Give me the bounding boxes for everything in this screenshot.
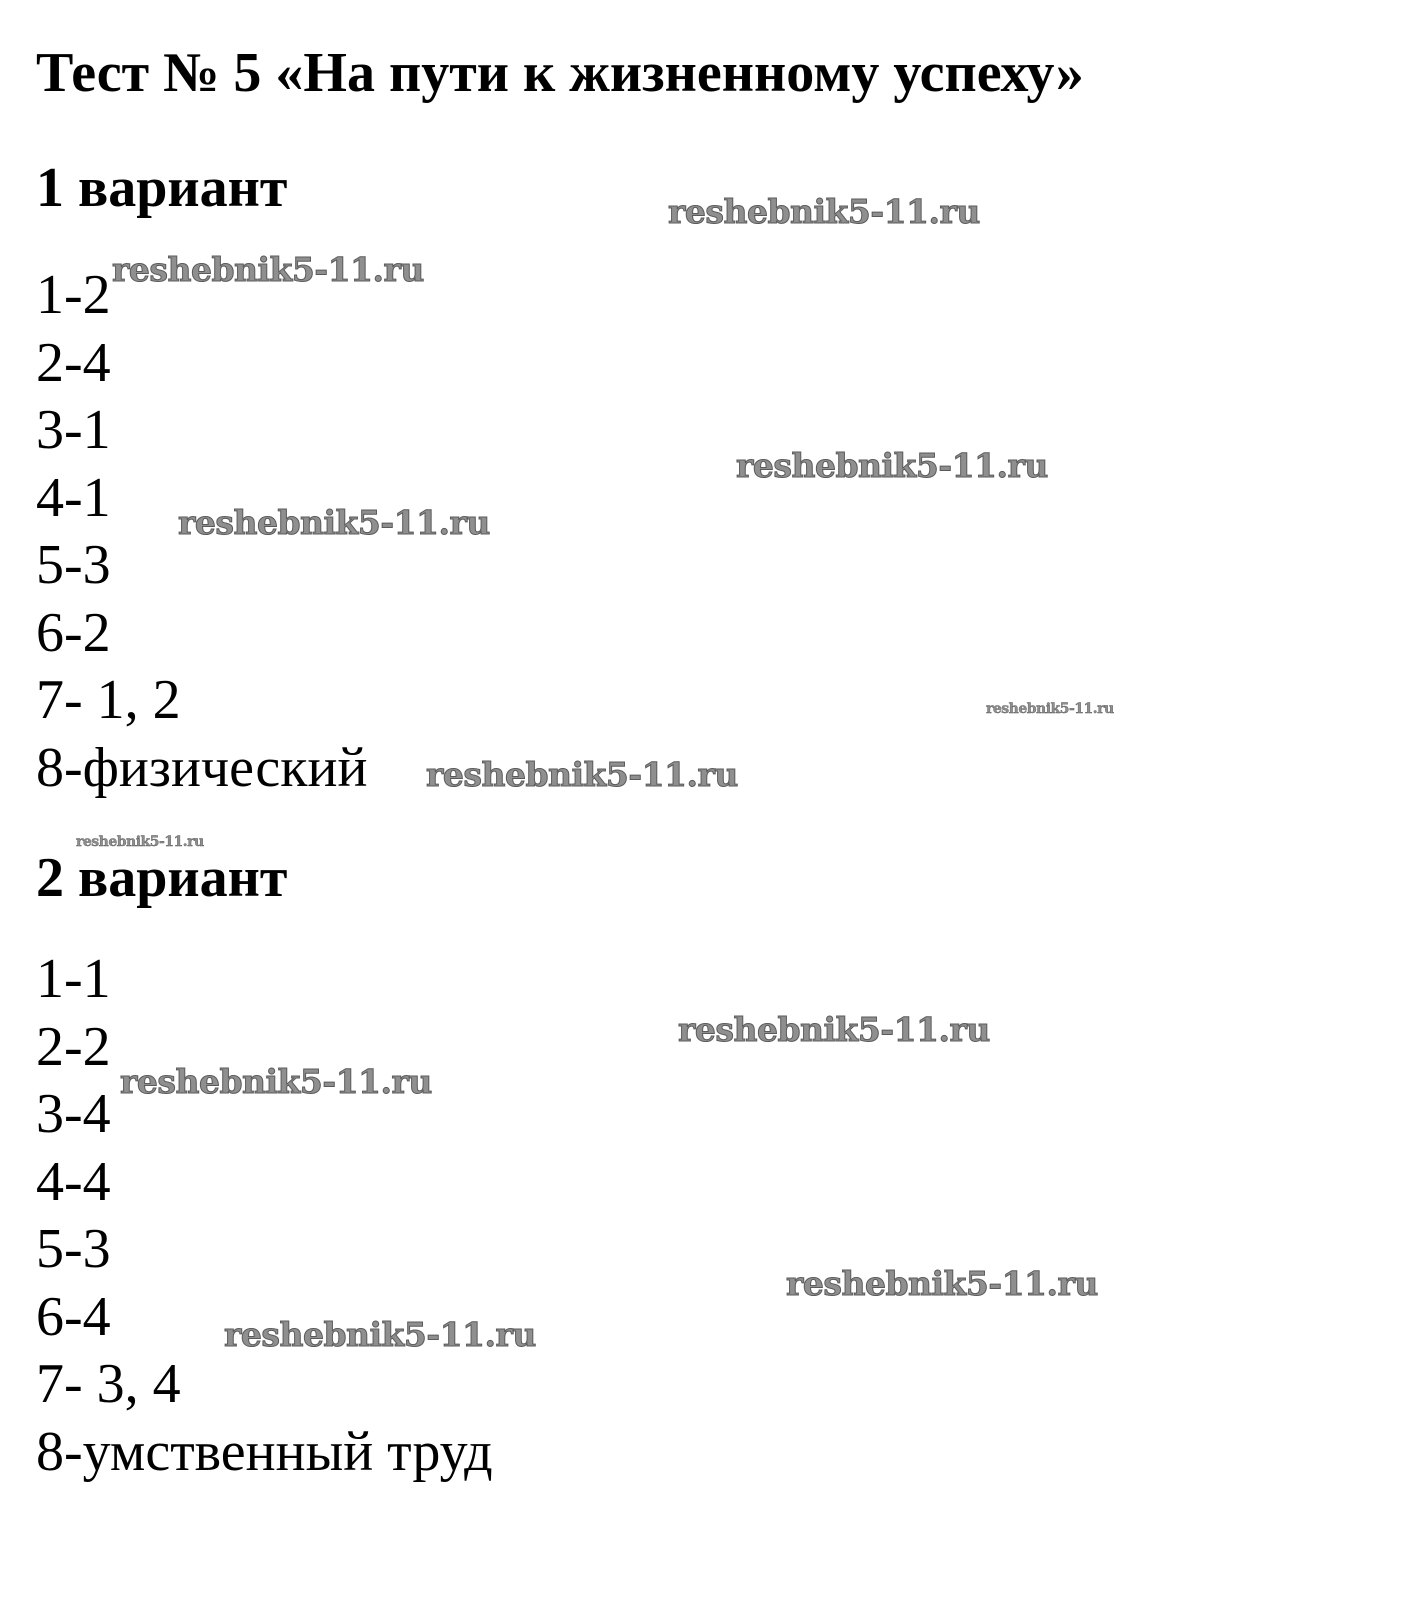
variant-1-heading: 1 вариант <box>36 157 288 219</box>
watermark: reshebnik5-11.ru <box>426 755 738 794</box>
watermark: reshebnik5-11.ru <box>668 192 980 231</box>
answer-item: 5-3 <box>36 534 111 596</box>
answer-item: 4-4 <box>36 1150 111 1213</box>
answer-item: 8-физический <box>36 736 368 799</box>
answer-item: 2-2 <box>36 1015 111 1078</box>
answer-item: 2-4 <box>36 331 111 394</box>
watermark: reshebnik5-11.ru <box>736 446 1048 485</box>
variant-1-answers <box>36 262 367 802</box>
answer-item: 5-3 <box>36 1218 111 1280</box>
page-title: Тест № 5 «На пути к жизненному успеху» <box>36 42 1084 104</box>
watermark: reshebnik5-11.ru <box>678 1010 990 1049</box>
answer-item: 8-умственный труд <box>36 1420 493 1483</box>
answer-item: 6-4 <box>36 1285 111 1348</box>
watermark: reshebnik5-11.ru <box>178 503 490 542</box>
watermark: reshebnik5-11.ru <box>112 250 424 289</box>
watermark: reshebnik5-11.ru <box>120 1062 432 1101</box>
answer-item: 4-1 <box>36 466 111 529</box>
variant-2-answers <box>36 946 493 1486</box>
answer-item: 7- 3, 4 <box>36 1353 181 1415</box>
watermark: reshebnik5-11.ru <box>986 701 1114 717</box>
watermark: reshebnik5-11.ru <box>224 1315 536 1354</box>
answer-item: 7- 1, 2 <box>36 669 181 731</box>
answer-item: 3-4 <box>36 1083 111 1145</box>
watermark: reshebnik5-11.ru <box>76 834 204 850</box>
answer-item: 1-1 <box>36 948 111 1010</box>
answer-item: 3-1 <box>36 399 111 461</box>
answer-item: 1-2 <box>36 264 111 326</box>
answer-item: 6-2 <box>36 601 111 664</box>
watermark: reshebnik5-11.ru <box>786 1264 1098 1303</box>
variant-2-heading: 2 вариант <box>36 847 288 909</box>
